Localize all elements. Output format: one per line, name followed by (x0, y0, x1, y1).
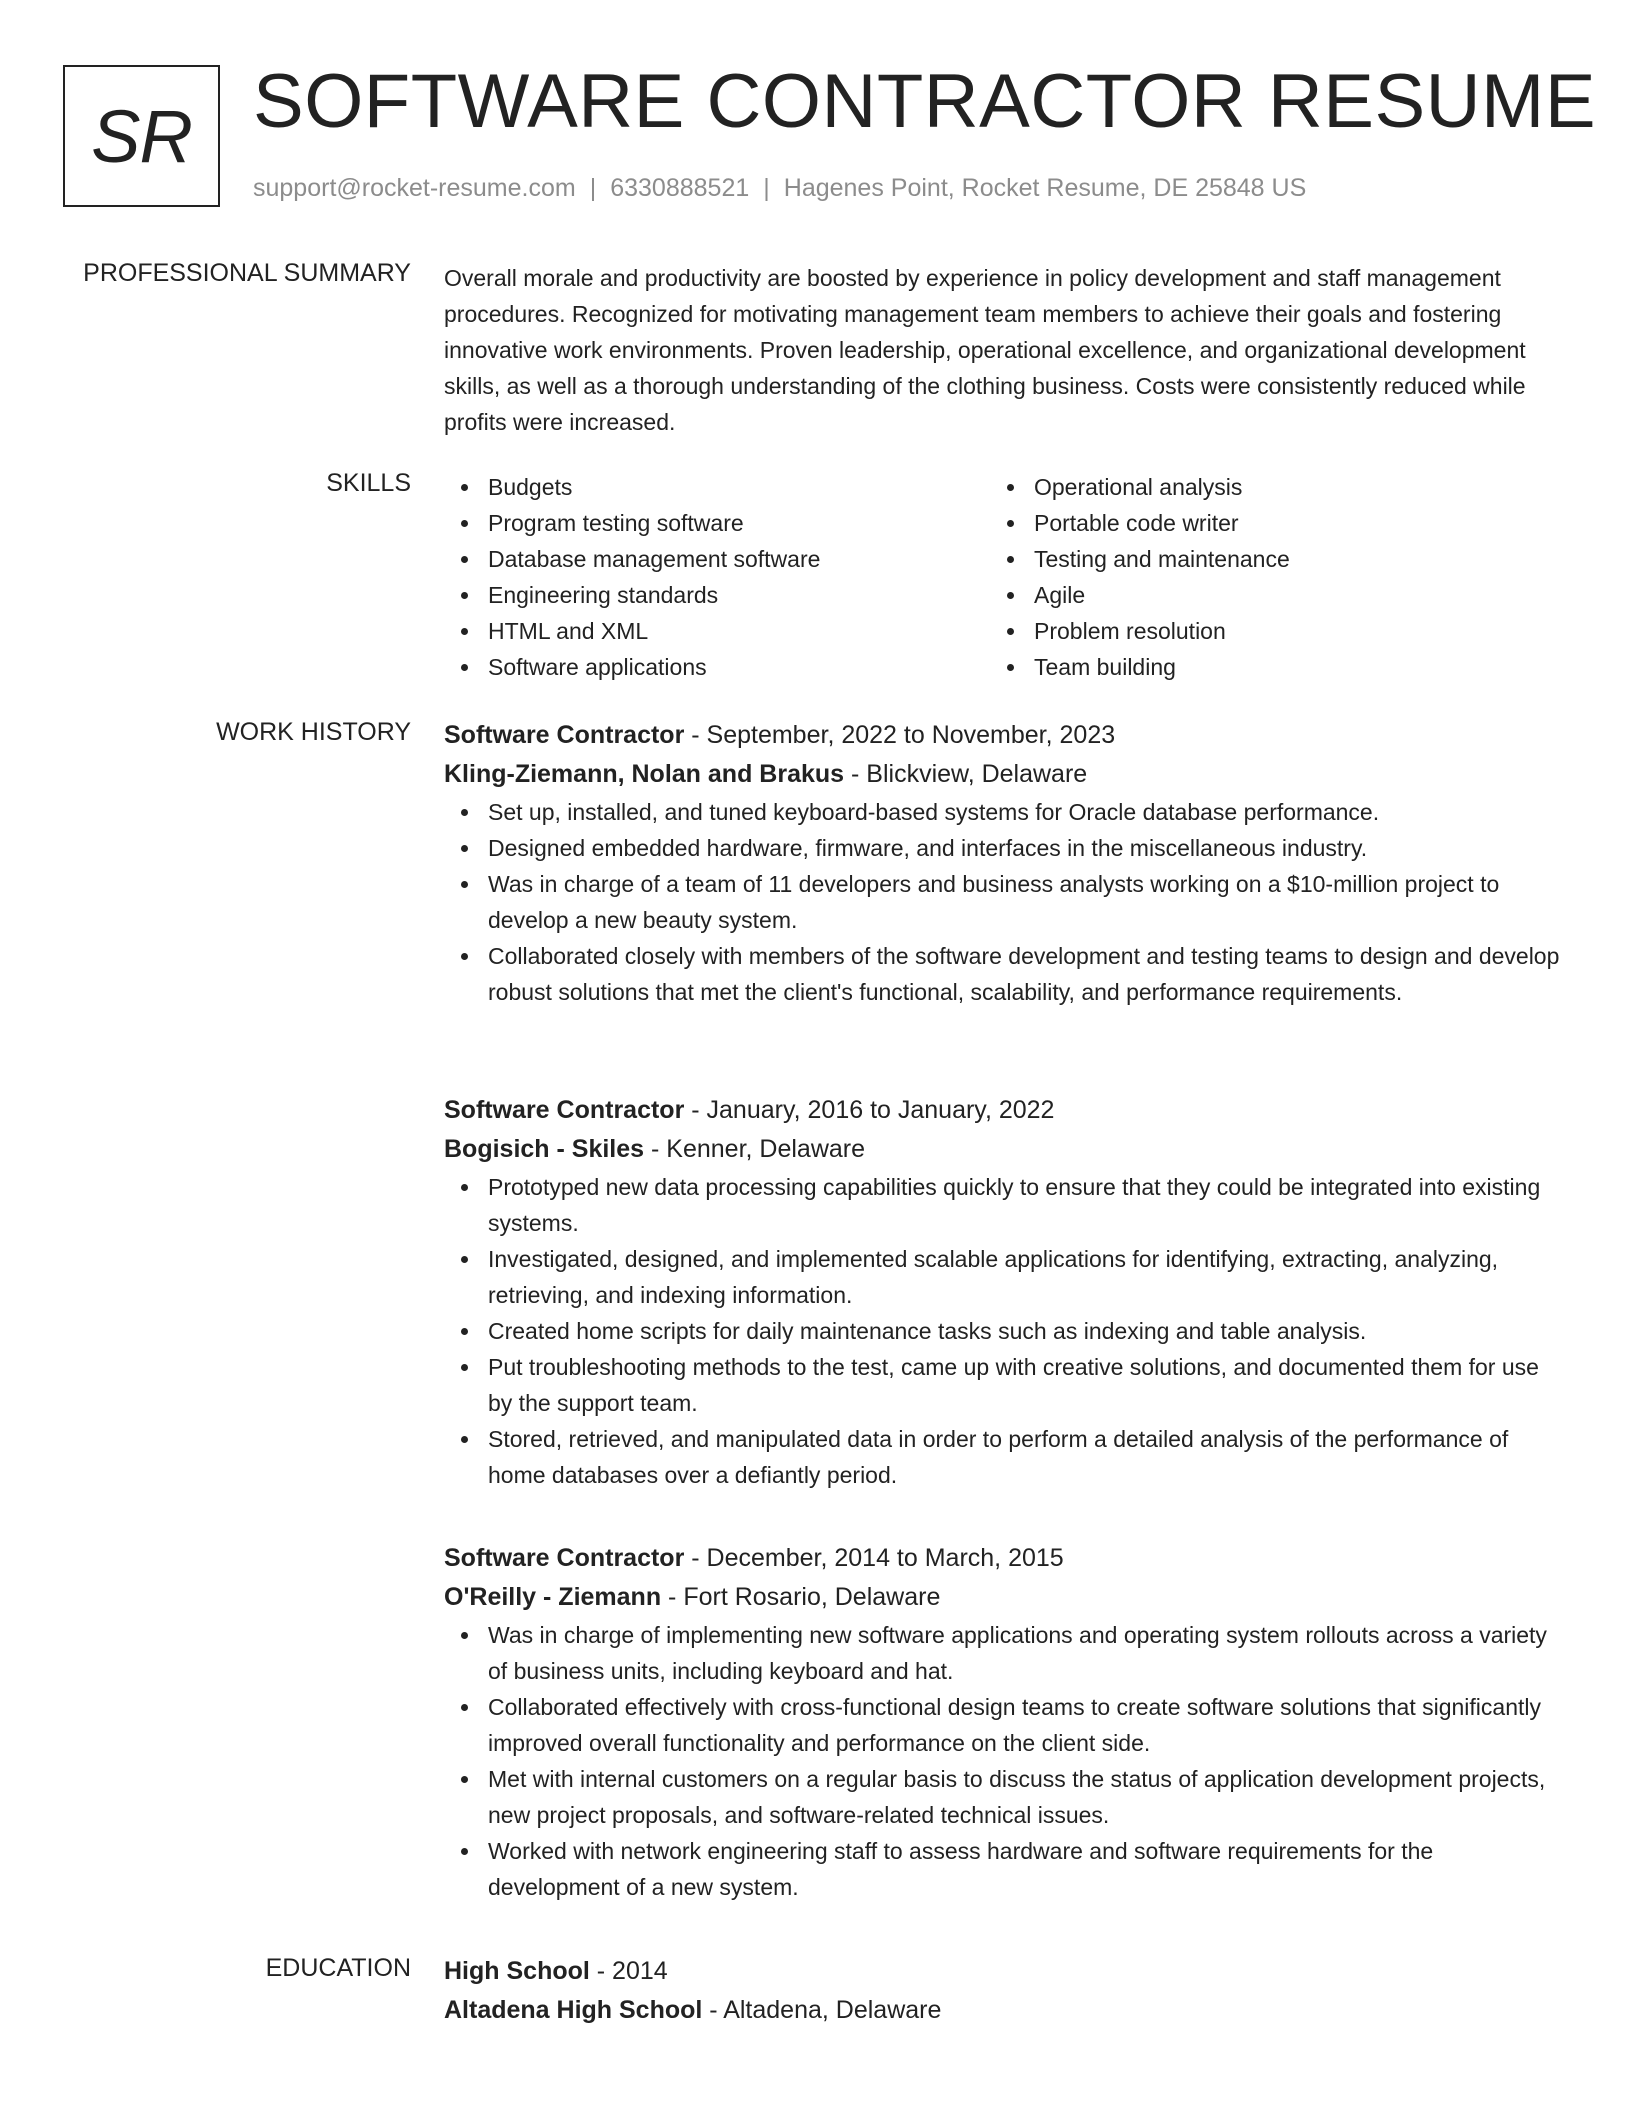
job-location: - Kenner, Delaware (644, 1135, 866, 1163)
contact-phone[interactable]: 6330888521 (610, 174, 750, 202)
job-title: Software Contractor (444, 721, 685, 749)
job-bullet: Was in charge of a team of 11 developers and business analysts working on a $10-million project to develop a new beauty system. (444, 866, 1560, 938)
contact-email[interactable]: support@rocket-resume.com (253, 174, 576, 202)
job-company: O'Reilly - Ziemann (444, 1583, 662, 1611)
job-title-line (444, 1539, 1560, 1577)
skills-column-1 (444, 469, 990, 685)
skills-column-2 (990, 469, 1536, 685)
education-degree: High School (444, 1957, 590, 1985)
job-title: Software Contractor (444, 1544, 685, 1572)
job-bullet: Put troubleshooting methods to the test, came up with creative solutions, and documented them for use by the support team. (444, 1349, 1560, 1421)
job-bullets (444, 1169, 1560, 1493)
job-title-line (444, 716, 1560, 754)
skill-item: Agile (990, 577, 1536, 613)
education-school: Altadena High School (444, 1996, 703, 2024)
contact-address: Hagenes Point, Rocket Resume, DE 25848 US (783, 174, 1307, 202)
job-bullet: Collaborated effectively with cross-functional design teams to create software solutions that significantly improved overall functionality and performance on the client side. (444, 1689, 1560, 1761)
education-school-line (444, 1990, 1560, 2030)
job-bullets (444, 794, 1560, 1010)
job-bullet: Collaborated closely with members of the software development and testing teams to design and develop robust solutions that met the client's functional, scalability, and performance requirements. (444, 938, 1560, 1010)
job-bullet: Investigated, designed, and implemented scalable applications for identifying, extracting, analyzing, retrieving, and indexing information. (444, 1241, 1560, 1313)
skill-item: Budgets (444, 469, 990, 505)
skill-item: HTML and XML (444, 613, 990, 649)
skill-item: Team building (990, 649, 1536, 685)
job-bullet: Was in charge of implementing new software applications and operating system rollouts across a variety of business units, including keyboard and hat. (444, 1617, 1560, 1689)
contact-line (253, 174, 1306, 203)
skill-item: Software applications (444, 649, 990, 685)
job-dates: - December, 2014 to March, 2015 (684, 1544, 1064, 1572)
summary-label: PROFESSIONAL SUMMARY (83, 259, 411, 287)
skill-item: Engineering standards (444, 577, 990, 613)
contact-separator: | (763, 174, 770, 202)
job-company-line (444, 754, 1560, 794)
job-location: - Fort Rosario, Delaware (661, 1583, 941, 1611)
education-degree-line (444, 1952, 1560, 1990)
education-location: - Altadena, Delaware (702, 1996, 942, 2024)
monogram-initials: SR (91, 94, 192, 178)
monogram (63, 65, 220, 207)
job-title: Software Contractor (444, 1096, 685, 1124)
skill-item: Testing and maintenance (990, 541, 1536, 577)
skill-item: Program testing software (444, 505, 990, 541)
skill-item: Database management software (444, 541, 990, 577)
work-history-label: WORK HISTORY (216, 718, 411, 746)
skill-item: Operational analysis (990, 469, 1536, 505)
education-year: - 2014 (589, 1957, 668, 1985)
resume-title: SOFTWARE CONTRACTOR RESUME (253, 59, 1597, 144)
job-bullet: Set up, installed, and tuned keyboard-based systems for Oracle database performance. (444, 794, 1560, 830)
job-bullet: Worked with network engineering staff to assess hardware and software requirements for the development of a new system. (444, 1833, 1560, 1905)
job-bullets (444, 1617, 1560, 1905)
education-label: EDUCATION (265, 1954, 411, 1982)
summary-text: Overall morale and productivity are boosted by experience in policy development and staff management procedures. Recognized for motivating management team members to achieve their goals and fostering innovative work environments. Proven leadership, operational excellence, and organizational development skills, as well as a thorough understanding of the clothing business. Costs were consistently reduced while profits were increased. (444, 265, 1526, 435)
job-bullet: Prototyped new data processing capabilities quickly to ensure that they could be integrated into existing systems. (444, 1169, 1560, 1241)
job-title-line (444, 1091, 1560, 1129)
job-company: Bogisich - Skiles (444, 1135, 645, 1163)
job-dates: - September, 2022 to November, 2023 (684, 721, 1116, 749)
job-bullet: Stored, retrieved, and manipulated data in order to perform a detailed analysis of the performance of home databases over a defiantly period. (444, 1421, 1560, 1493)
contact-separator: | (589, 174, 597, 202)
job-company-line (444, 1129, 1560, 1169)
skills-label: SKILLS (326, 469, 411, 497)
job-bullet: Created home scripts for daily maintenance tasks such as indexing and table analysis. (444, 1313, 1560, 1349)
job-dates: - January, 2016 to January, 2022 (684, 1096, 1055, 1124)
job-company: Kling-Ziemann, Nolan and Brakus (444, 760, 845, 788)
skills-list (444, 469, 1560, 685)
skill-item: Portable code writer (990, 505, 1536, 541)
job-bullet: Met with internal customers on a regular basis to discuss the status of application development projects, new project proposals, and software-related technical issues. (444, 1761, 1560, 1833)
job-company-line (444, 1577, 1560, 1617)
job-bullet: Designed embedded hardware, firmware, and interfaces in the miscellaneous industry. (444, 830, 1560, 866)
job-location: - Blickview, Delaware (844, 760, 1088, 788)
skill-item: Problem resolution (990, 613, 1536, 649)
